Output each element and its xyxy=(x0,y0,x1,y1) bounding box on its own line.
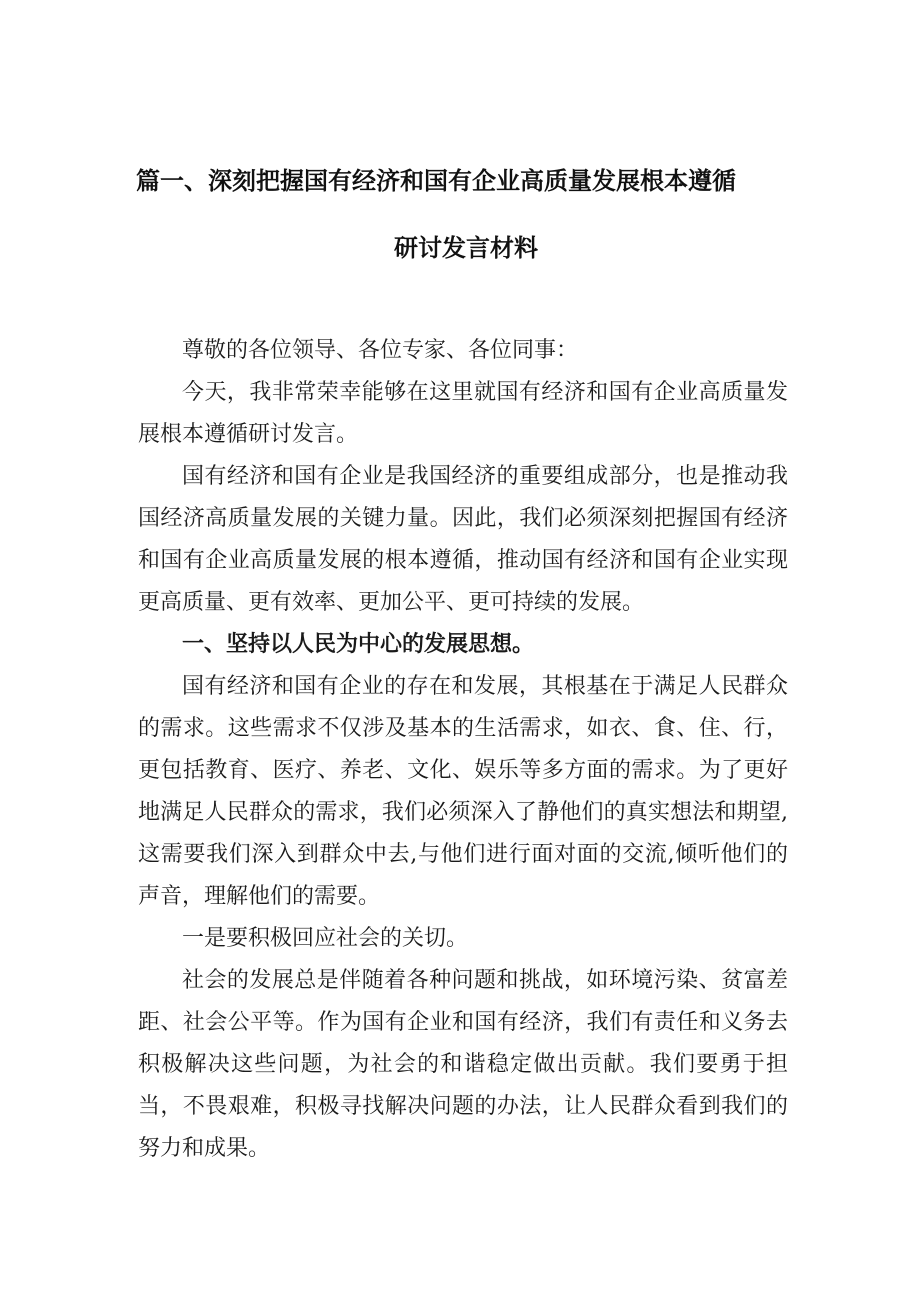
document-title-line-2: 研讨发言材料 xyxy=(394,234,538,262)
document-title-line-1: 篇一、深刻把握国有经济和国有企业高质量发展根本遵循 xyxy=(136,167,736,195)
section-heading-1: 一、坚持以人民为中心的发展思想。 xyxy=(182,632,535,657)
paragraph-social-concerns: 社会的发展总是伴随着各种问题和挑战，如环境污染、贫富差距、社会公平等。作为国有企业和国有经济，我们有责任和义务去积极解决这些问题，为社会的和谐稳定做出贡献。我们要勇于担当，不畏艰难，积极寻找解决问题的办法，让人民群众看到我们的努力和成果。 xyxy=(138,968,788,1161)
paragraph-intro: 今天，我非常荣幸能够在这里就国有经济和国有企业高质量发展根本遵循研讨发言。 xyxy=(138,380,788,447)
salutation: 尊敬的各位领导、各位专家、各位同事： xyxy=(182,338,579,363)
paragraph-point-1: 一是要积极回应社会的关切。 xyxy=(182,926,469,951)
document-body xyxy=(138,330,788,1170)
paragraph-overview: 国有经济和国有企业是我国经济的重要组成部分，也是推动我国经济高质量发展的关键力量。因此，我们必须深刻把握国有经济和国有企业高质量发展的根本遵循，推动国有经济和国有企业实现更高质量、更有效率、更加公平、更可持续的发展。 xyxy=(138,464,788,615)
paragraph-people-needs: 国有经济和国有企业的存在和发展，其根基在于满足人民群众的需求。这些需求不仅涉及基本的生活需求，如衣、食、住、行，更包括教育、医疗、养老、文化、娱乐等多方面的需求。为了更好地满足人民群众的需求，我们必须深入了静他们的真实想法和期望,这需要我们深入到群众中去,与他们进行面对面的交流,倾听他们的声音，理解他们的需要。 xyxy=(138,674,788,909)
